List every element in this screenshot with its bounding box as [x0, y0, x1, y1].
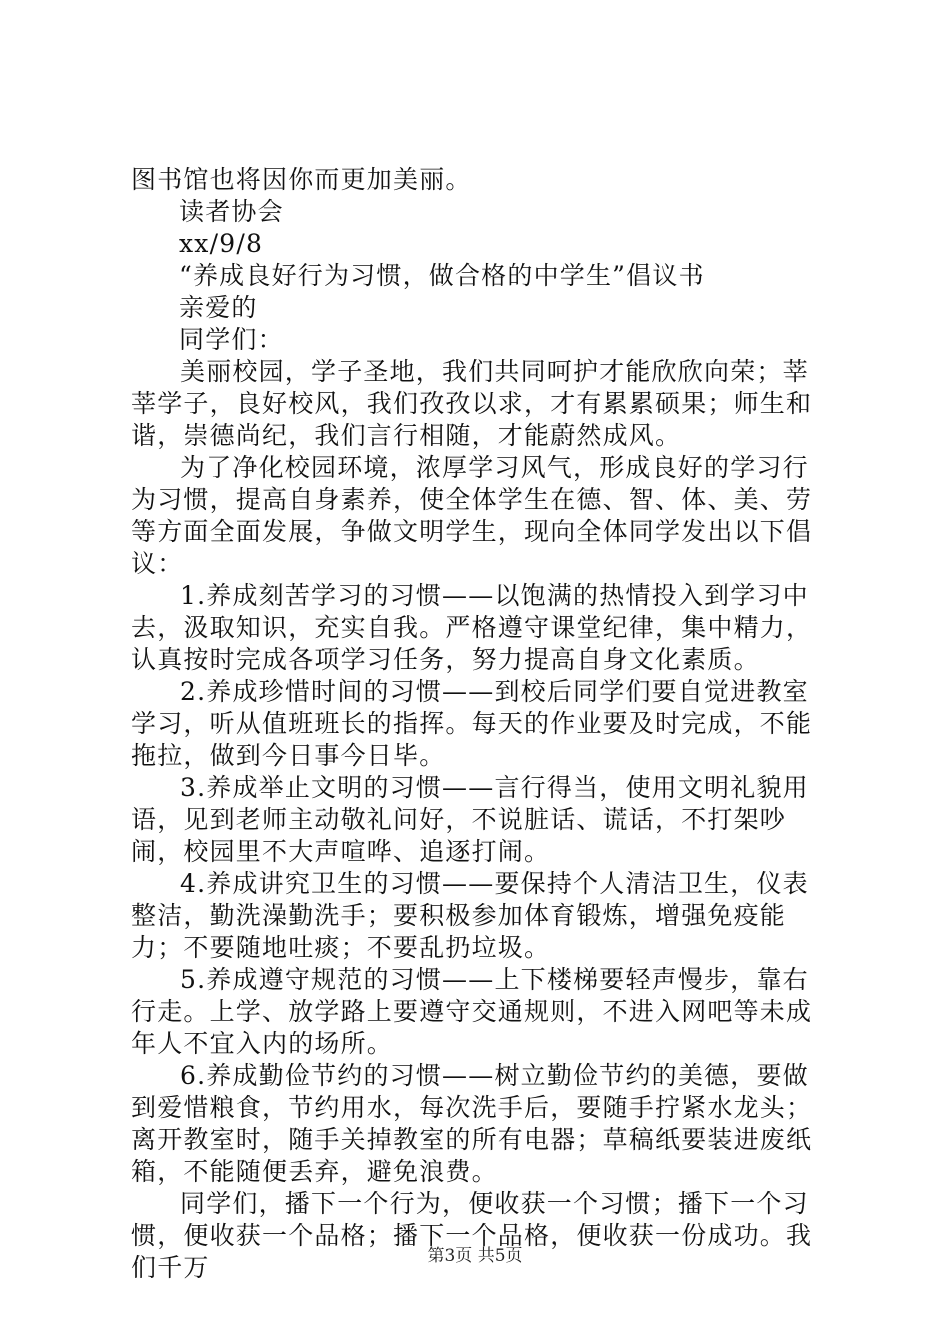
page-footer: [0, 1245, 950, 1267]
salutation-dear: 亲爱的: [179, 293, 258, 322]
paragraph-item-3: 3.养成举止文明的习惯——言行得当，使用文明礼貌用语，见到老师主动敬礼问好，不说脏话、谎话，不打架吵闹，校园里不大声喧哗、追逐打闹。: [131, 773, 809, 866]
document-body: [131, 164, 831, 1284]
paragraph-item-5: 5.养成遵守规范的习惯——上下楼梯要轻声慢步，靠右行走。上学、放学路上要遵守交通规则，不进入网吧等未成年人不宜入内的场所。: [131, 965, 813, 1058]
paragraph-item-6: 6.养成勤俭节约的习惯——树立勤俭节约的美德，要做到爱惜粮食，节约用水，每次洗手后，要随手拧紧水龙头；离开教室时，随手关掉教室的所有电器；草稿纸要装进废纸箱，不能随便丢弃，避免浪费。: [131, 1061, 813, 1186]
paragraph-signature-date: xx/9/8: [179, 229, 264, 258]
paragraph-conclusion: 同学们，播下一个行为，便收获一个习惯；播下一个习惯，便收获一个品格；播下一个品格，便收获一份成功。我们千万: [131, 1189, 813, 1282]
salutation-students: 同学们：: [179, 325, 284, 354]
proposal-title: “养成良好行为习惯，做合格的中学生”倡议书: [179, 261, 705, 290]
paragraph-library-closing: 图书馆也将因你而更加美丽。: [131, 165, 472, 194]
paragraph-purpose: 为了净化校园环境，浓厚学习风气，形成良好的学习行为习惯，提高自身素养，使全体学生在德、智、体、美、劳等方面全面发展，争做文明学生，现向全体同学发出以下倡议：: [131, 453, 813, 578]
paragraph-signature-association: 读者协会: [179, 197, 284, 226]
paragraph-intro: 美丽校园，学子圣地，我们共同呵护才能欣欣向荣；莘莘学子，良好校风，我们孜孜以求，才有累累硕果；师生和谐，崇德尚纪，我们言行相随，才能蔚然成风。: [131, 357, 813, 450]
paragraph-item-1: 1.养成刻苦学习的习惯——以饱满的热情投入到学习中去，汲取知识，充实自我。严格遵守课堂纪律，集中精力，认真按时完成各项学习任务，努力提高自身文化素质。: [131, 581, 813, 674]
paragraph-item-4: 4.养成讲究卫生的习惯——要保持个人清洁卫生，仪表整洁，勤洗澡勤洗手；要积极参加体育锻炼，增强免疫能力；不要随地吐痰；不要乱扔垃圾。: [131, 869, 809, 962]
page-number-label: 第3页 共5页: [427, 1246, 523, 1266]
paragraph-item-2: 2.养成珍惜时间的习惯——到校后同学们要自觉进教室学习，听从值班班长的指挥。每天的作业要及时完成，不能拖拉，做到今日事今日毕。: [131, 677, 813, 770]
